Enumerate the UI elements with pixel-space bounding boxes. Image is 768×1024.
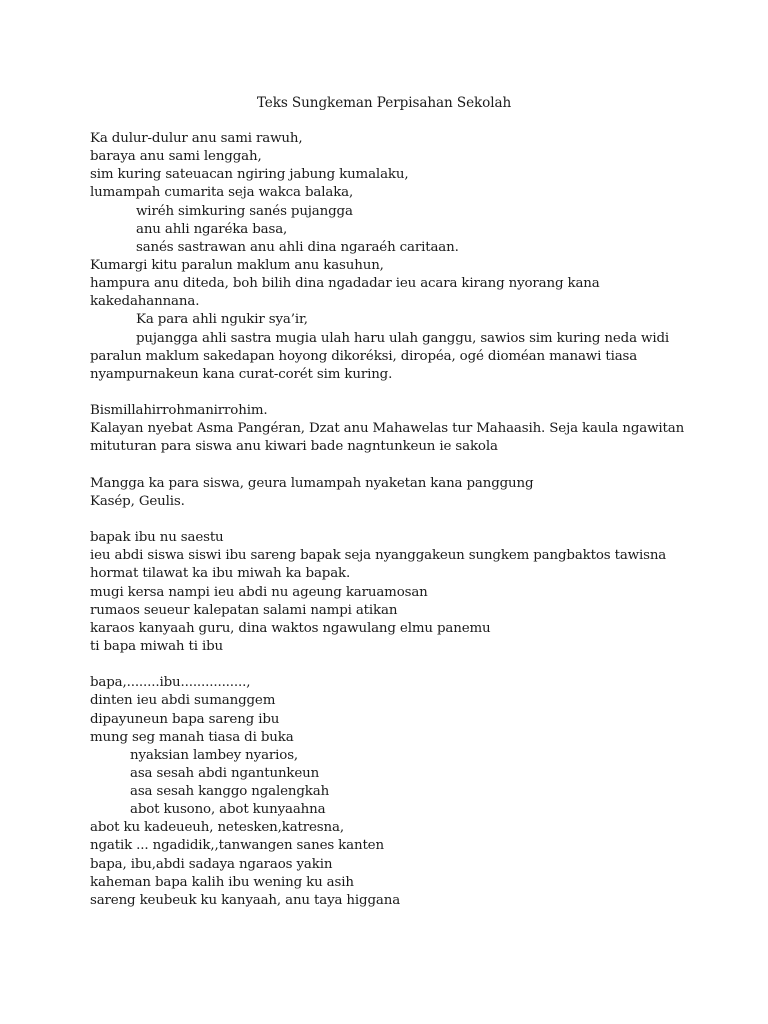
text-line: hampura anu diteda, boh bilih dina ngadadar ieu acara kirang nyorang kana <box>90 276 600 292</box>
text-line: bapak ibu nu saestu <box>90 530 224 546</box>
text-line: sanés sastrawan anu ahli dina ngaraéh caritaan. <box>136 239 459 255</box>
text-line: asa sesah kanggo ngalengkah <box>130 784 330 800</box>
document-body <box>90 130 710 910</box>
document-title: Teks Sungkeman Perpisahan Sekolah <box>256 95 512 111</box>
text-line: ngatik ... ngadidik,,tanwangen sanes kanten <box>90 838 384 854</box>
text-line: kaheman bapa kalih ibu wening ku asih <box>90 874 354 890</box>
blank-line <box>90 511 710 529</box>
text-line: Bismillahirrohmanirrohim. <box>90 403 268 419</box>
blank-line <box>90 384 710 402</box>
text-line: sareng keubeuk ku kanyaah, anu taya higgana <box>90 892 401 908</box>
blank-line <box>90 656 710 674</box>
text-line: abot kusono, abot kunyaahna <box>130 802 326 818</box>
text-line: nyampurnakeun kana curat-corét sim kuring. <box>90 366 393 382</box>
text-line: Ka dulur-dulur anu sami rawuh, <box>90 131 303 146</box>
text-line: sim kuring sateuacan ngiring jabung kumalaku, <box>90 167 409 183</box>
text-line: pujangga ahli sastra mugia ulah haru ulah ganggu, sawios sim kuring neda widi <box>136 330 670 346</box>
text-line: ieu abdi siswa siswi ibu sareng bapak seja nyanggakeun sungkem pangbaktos tawisna <box>90 548 667 564</box>
text-line: hormat tilawat ka ibu miwah ka bapak. <box>90 566 351 582</box>
text-line: baraya anu sami lenggah, <box>90 149 262 165</box>
text-line: asa sesah abdi ngantunkeun <box>130 765 320 781</box>
text-line: kakedahannana. <box>90 294 200 310</box>
text-line: mung seg manah tiasa di buka <box>90 729 294 745</box>
text-line: mituturan para siswa anu kiwari bade nagntunkeun ie sakola <box>90 439 498 455</box>
text-line: nyaksian lambey nyarios, <box>130 747 299 763</box>
text-line: anu ahli ngaréka basa, <box>136 221 288 237</box>
text-line: Kumargi kitu paralun maklum anu kasuhun, <box>90 257 384 273</box>
text-line: Kalayan nyebat Asma Pangéran, Dzat anu Mahawelas tur Mahaasih. Seja kaula ngawitan <box>90 421 685 437</box>
text-line: ti bapa miwah ti ibu <box>90 638 223 654</box>
text-line: paralun maklum sakedapan hoyong dikoréksi, diropéa, ogé dioméan manawi tiasa <box>90 348 638 364</box>
text-line: karaos kanyaah guru, dina waktos ngawulang elmu panemu <box>90 620 491 636</box>
text-line: Kasép, Geulis. <box>90 493 185 509</box>
text-line: bapa, ibu,abdi sadaya ngaraos yakin <box>90 856 333 872</box>
text-line: wiréh simkuring sanés pujangga <box>136 203 353 219</box>
text-line: rumaos seueur kalepatan salami nampi atikan <box>90 602 398 618</box>
text-line: Mangga ka para siswa, geura lumampah nyaketan kana panggung <box>90 475 534 491</box>
text-line: dinten ieu abdi sumanggem <box>90 693 276 709</box>
blank-line <box>90 457 710 475</box>
text-line: abot ku kadeueuh, netesken,katresna, <box>90 820 344 836</box>
text-line: mugi kersa nampi ieu abdi nu ageung karuamosan <box>90 584 428 600</box>
text-line: Ka para ahli ngukir sya’ir, <box>136 312 308 328</box>
text-line: dipayuneun bapa sareng ibu <box>90 711 280 727</box>
text-line: lumampah cumarita seja wakca balaka, <box>90 185 354 201</box>
text-line: bapa,........ibu................, <box>90 675 251 691</box>
